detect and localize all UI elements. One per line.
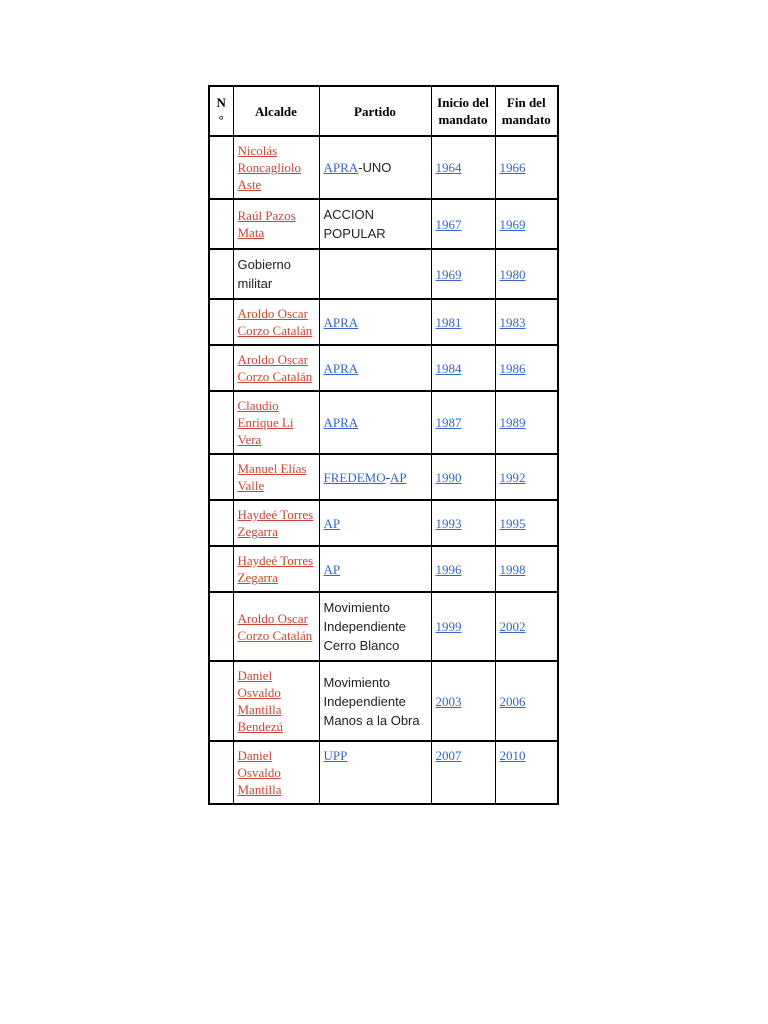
start-year-link[interactable]: 1999 xyxy=(435,619,462,634)
number-cell xyxy=(209,500,233,546)
start-year-link[interactable]: 1996 xyxy=(435,561,462,577)
table-row xyxy=(209,500,558,546)
party-link[interactable]: AP xyxy=(389,469,407,485)
end-year-link[interactable]: 1969 xyxy=(499,216,526,232)
party-link[interactable]: APRA xyxy=(323,415,359,430)
alcalde-cell xyxy=(233,661,319,741)
inicio-cell xyxy=(431,199,495,249)
mayor-link[interactable]: Daniel Osvaldo Mantilla Bendezú xyxy=(237,668,283,734)
partido-text: Movimiento Independiente Manos a la Obra xyxy=(323,674,420,728)
inicio-cell xyxy=(431,592,495,661)
start-year-link[interactable]: 1964 xyxy=(435,160,462,175)
header-cell-3: Inicio del mandato xyxy=(431,86,495,136)
partido-text: -UNO xyxy=(358,160,392,175)
mayor-link[interactable]: Aroldo Oscar Corzo Catalán xyxy=(237,352,313,384)
fin-cell xyxy=(495,299,558,345)
partido-cell xyxy=(319,345,431,391)
fin-cell xyxy=(495,500,558,546)
table-row xyxy=(209,546,558,592)
partido-text: - xyxy=(385,469,390,485)
table-row xyxy=(209,345,558,391)
table-header xyxy=(209,86,558,136)
table-body xyxy=(209,136,558,804)
end-year-link[interactable]: 2006 xyxy=(499,693,526,709)
inicio-cell xyxy=(431,345,495,391)
start-year-link[interactable]: 2007 xyxy=(435,748,462,763)
partido-cell xyxy=(319,136,431,199)
inicio-cell xyxy=(431,500,495,546)
table-row xyxy=(209,249,558,299)
party-link[interactable]: APRA xyxy=(323,314,359,330)
end-year-link[interactable]: 1998 xyxy=(499,561,526,577)
number-cell xyxy=(209,546,233,592)
start-year-link[interactable]: 1969 xyxy=(435,266,462,282)
inicio-cell xyxy=(431,741,495,804)
number-cell xyxy=(209,345,233,391)
alcalde-cell xyxy=(233,299,319,345)
party-link[interactable]: APRA xyxy=(323,360,359,376)
start-year-link[interactable]: 1984 xyxy=(435,360,462,376)
table-row xyxy=(209,199,558,249)
alcalde-cell xyxy=(233,546,319,592)
start-year-link[interactable]: 2003 xyxy=(435,693,462,709)
fin-cell xyxy=(495,454,558,500)
inicio-cell xyxy=(431,136,495,199)
alcalde-cell xyxy=(233,345,319,391)
mayor-link[interactable]: Nicolás Roncagliolo Aste xyxy=(237,143,302,192)
party-link[interactable]: AP xyxy=(323,561,341,577)
end-year-link[interactable]: 1989 xyxy=(499,415,526,430)
number-cell xyxy=(209,454,233,500)
inicio-cell xyxy=(431,661,495,741)
number-cell xyxy=(209,249,233,299)
alcalde-cell xyxy=(233,391,319,454)
alcalde-cell xyxy=(233,592,319,661)
end-year-link[interactable]: 1966 xyxy=(499,160,526,175)
number-cell xyxy=(209,136,233,199)
partido-cell xyxy=(319,661,431,741)
fin-cell xyxy=(495,199,558,249)
fin-cell xyxy=(495,136,558,199)
table-row xyxy=(209,741,558,804)
partido-text: ACCION POPULAR xyxy=(323,207,386,241)
mayor-link[interactable]: Haydeé Torres Zegarra xyxy=(237,553,314,585)
mayor-link[interactable]: Aroldo Oscar Corzo Catalán xyxy=(237,610,313,643)
header-cell-2: Partido xyxy=(319,86,431,136)
table-row xyxy=(209,136,558,199)
number-cell xyxy=(209,391,233,454)
fin-cell xyxy=(495,546,558,592)
fin-cell xyxy=(495,249,558,299)
party-link[interactable]: APRA xyxy=(323,160,359,175)
partido-cell xyxy=(319,454,431,500)
start-year-link[interactable]: 1981 xyxy=(435,314,462,330)
partido-cell xyxy=(319,500,431,546)
fin-cell xyxy=(495,741,558,804)
number-cell xyxy=(209,199,233,249)
table-row xyxy=(209,661,558,741)
inicio-cell xyxy=(431,391,495,454)
mayor-link[interactable]: Manuel Elías Valle xyxy=(237,461,307,493)
mayor-link[interactable]: Daniel Osvaldo Mantilla xyxy=(237,748,282,797)
start-year-link[interactable]: 1990 xyxy=(435,469,462,485)
alcalde-text: Gobierno militar xyxy=(237,257,291,291)
partido-cell xyxy=(319,546,431,592)
inicio-cell xyxy=(431,454,495,500)
end-year-link[interactable]: 1980 xyxy=(499,266,526,282)
header-cell-0: N° xyxy=(209,86,233,136)
mayors-table xyxy=(208,85,559,805)
alcalde-cell xyxy=(233,500,319,546)
partido-cell xyxy=(319,199,431,249)
end-year-link[interactable]: 1986 xyxy=(499,360,526,376)
inicio-cell xyxy=(431,249,495,299)
partido-cell xyxy=(319,299,431,345)
mayor-link[interactable]: Raúl Pazos Mata xyxy=(237,208,296,240)
fin-cell xyxy=(495,345,558,391)
fin-cell xyxy=(495,391,558,454)
number-cell xyxy=(209,592,233,661)
header-cell-4: Fin del mandato xyxy=(495,86,558,136)
party-link[interactable]: FREDEMO xyxy=(323,469,386,485)
partido-cell xyxy=(319,592,431,661)
number-cell xyxy=(209,741,233,804)
fin-cell xyxy=(495,661,558,741)
alcalde-cell xyxy=(233,136,319,199)
end-year-link[interactable]: 1992 xyxy=(499,469,526,485)
table-row xyxy=(209,454,558,500)
end-year-link[interactable]: 1995 xyxy=(499,515,526,531)
partido-text: Movimiento Independiente Cerro Blanco xyxy=(323,600,406,653)
number-cell xyxy=(209,661,233,741)
inicio-cell xyxy=(431,299,495,345)
end-year-link[interactable]: 2010 xyxy=(499,748,526,763)
party-link[interactable]: AP xyxy=(323,515,341,531)
end-year-link[interactable]: 2002 xyxy=(499,619,526,634)
header-cell-1: Alcalde xyxy=(233,86,319,136)
alcalde-cell xyxy=(233,741,319,804)
alcalde-cell xyxy=(233,454,319,500)
party-link[interactable]: UPP xyxy=(323,748,348,763)
header-row xyxy=(209,86,558,136)
mayor-link[interactable]: Aroldo Oscar Corzo Catalán xyxy=(237,306,313,338)
partido-cell xyxy=(319,741,431,804)
alcalde-cell xyxy=(233,249,319,299)
start-year-link[interactable]: 1967 xyxy=(435,216,462,232)
partido-cell xyxy=(319,249,431,299)
start-year-link[interactable]: 1993 xyxy=(435,515,462,531)
number-cell xyxy=(209,299,233,345)
start-year-link[interactable]: 1987 xyxy=(435,415,462,430)
fin-cell xyxy=(495,592,558,661)
partido-cell xyxy=(319,391,431,454)
table-row xyxy=(209,391,558,454)
inicio-cell xyxy=(431,546,495,592)
mayor-link[interactable]: Claudio Enrique Li Vera xyxy=(237,398,294,447)
alcalde-cell xyxy=(233,199,319,249)
end-year-link[interactable]: 1983 xyxy=(499,314,526,330)
table-row xyxy=(209,592,558,661)
mayor-link[interactable]: Haydeé Torres Zegarra xyxy=(237,507,314,539)
table-row xyxy=(209,299,558,345)
